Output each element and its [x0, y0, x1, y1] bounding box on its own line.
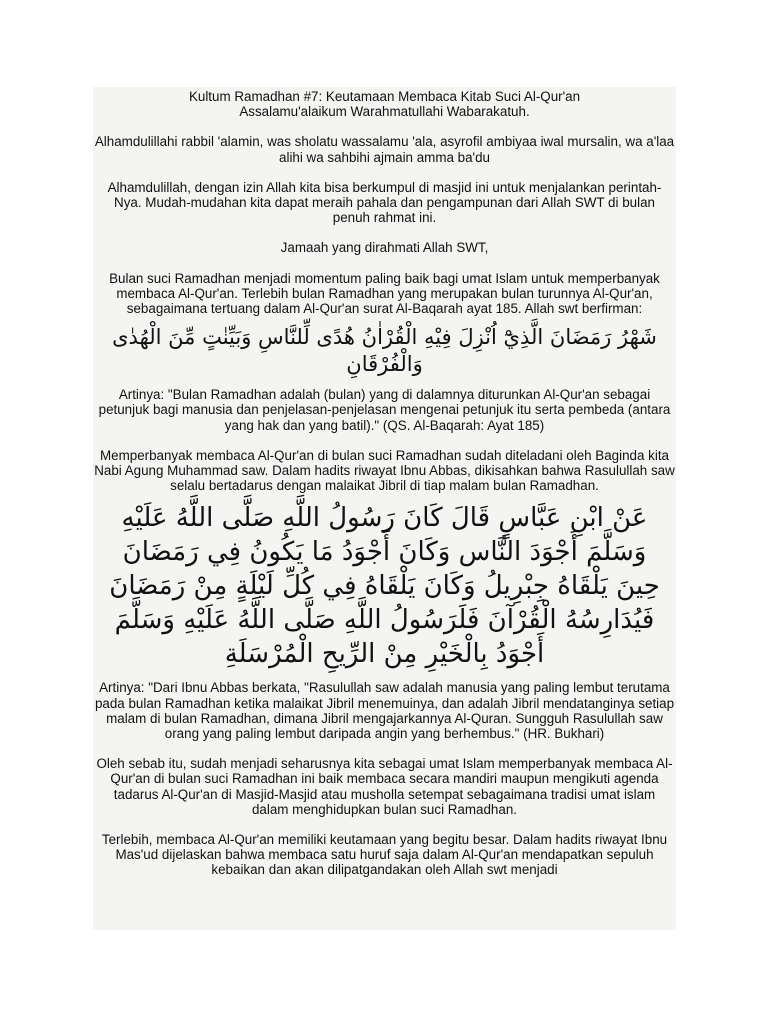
tadarus-paragraph: Memperbanyak membaca Al-Qur'an di bulan suci Ramadhan sudah diteladani oleh Baginda kita Nabi Agung Muhammad saw. Dalam hadits riwayat Ibnu Abbas, dikisahkan bahwa Rasulullah saw selalu bertadarus dengan malaikat Jibril di tiap malam bulan Ramadhan. [94, 447, 675, 494]
verse-arabic: شَهْرُ رَمَضَانَ الَّذِيْٓ اُنْزِلَ فِيْهِ الْقُرْاٰنُ هُدًى لِّلنَّاسِ وَبَيِّنٰتٍ مِّنَ الْهُدٰى وَالْفُرْقَانِ [112, 325, 657, 377]
document-page [93, 87, 676, 930]
greeting-text: Assalamu'alaikum Warahmatullahi Wabarakatuh. [239, 104, 530, 120]
verse-translation: Artinya: "Bulan Ramadhan adalah (bulan) yang di dalamnya diturunkan Al-Qur'an sebagai petunjuk bagi manusia dan penjelasan-penjelasan mengenai petunjuk itu serta pembeda (antara yang hak dan yang batil)." (QS. Al-Baqarah: Ayat 185) [98, 387, 671, 433]
hadith-arabic: عَنْ ابْنِ عَبَّاسٍ قَالَ كَانَ رَسُولُ اللَّهِ صَلَّى اللَّهُ عَلَيْهِ وَسَلَّمَ أَجْوَدَ النَّاس وَكَانَ أَجْوَدُ مَا يَكُونُ فِي رَمَضَانَ حِينَ يَلْقَاهُ جِبْرِيلُ وَكَانَ يَلْقَاهُ فِي كُلِّ لَيْلَةٍ مِنْ رَمَضَانَ فَيُدَارِسُهُ الْقُرْآنَ فَلَرَسُولُ اللَّهِ صَلَّى اللَّهُ عَلَيْهِ وَسَلَّمَ أَجْوَدُ بِالْخَيْرِ مِنْ الرِّيحِ الْمُرْسَلَةِ [109, 503, 660, 670]
ramadhan-paragraph: Bulan suci Ramadhan menjadi momentum paling baik bagi umat Islam untuk memperbanyak membaca Al-Qur'an. Terlebih bulan Ramadhan yang merupakan bulan turunnya Al-Qur'an, sebagaimana tertuang dalam Al-Qur'an surat Al-Baqarah ayat 185. Allah swt berfirman: [109, 270, 660, 317]
virtue-paragraph: Terlebih, membaca Al-Qur'an memiliki keutamaan yang begitu besar. Dalam hadits riwayat Ibnu Mas'ud dijelaskan bahwa membaca satu huruf saja dalam Al-Qur'an mendapatkan sepuluh kebaikan dan akan dilipatgandakan oleh Allah swt menjadi [101, 832, 668, 878]
document-title: Kultum Ramadhan #7: Keutamaan Membaca Kitab Suci Al-Qur'an [188, 89, 581, 104]
should-paragraph: Oleh sebab itu, sudah menjadi seharusnya kita sebagai umat Islam memperbanyak membaca Al-Qur'an di bulan suci Ramadhan ini baik membaca secara mandiri maupun mengikuti agenda tadarus Al-Qur'an di Masjid-Masjid atau musholla setempat sebagaimana tradisi umat islam dalam menghidupkan bulan suci Ramadhan. [96, 756, 673, 817]
address-line: Jamaah yang dirahmati Allah SWT, [280, 240, 489, 256]
opening-prayer: Alhamdulillahi rabbil 'alamin, was sholatu wassalamu 'ala, asyrofil ambiyaa iwal mursalin, wa a'laa alihi wa sahbihi ajmain amma ba'du [94, 134, 675, 165]
intro-paragraph: Alhamdulillah, dengan izin Allah kita bisa berkumpul di masjid ini untuk menjalankan perintah-Nya. Mudah-mudahan kita dapat meraih pahala dan pengampunan dari Allah SWT di bulan penuh rahmat ini. [107, 179, 662, 226]
hadith-translation: Artinya: "Dari Ibnu Abbas berkata, "Rasulullah saw adalah manusia yang paling lembut terutama pada bulan Ramadhan ketika malaikat Jibril menemuinya, dan adalah Jibril mendatanginya setiap malam di bulan Ramadhan, dimana Jibril mengajarkannya Al-Quran. Sungguh Rasulullah saw orang yang paling lembut daripada angin yang berhembus." (HR. Bukhari) [94, 680, 675, 742]
